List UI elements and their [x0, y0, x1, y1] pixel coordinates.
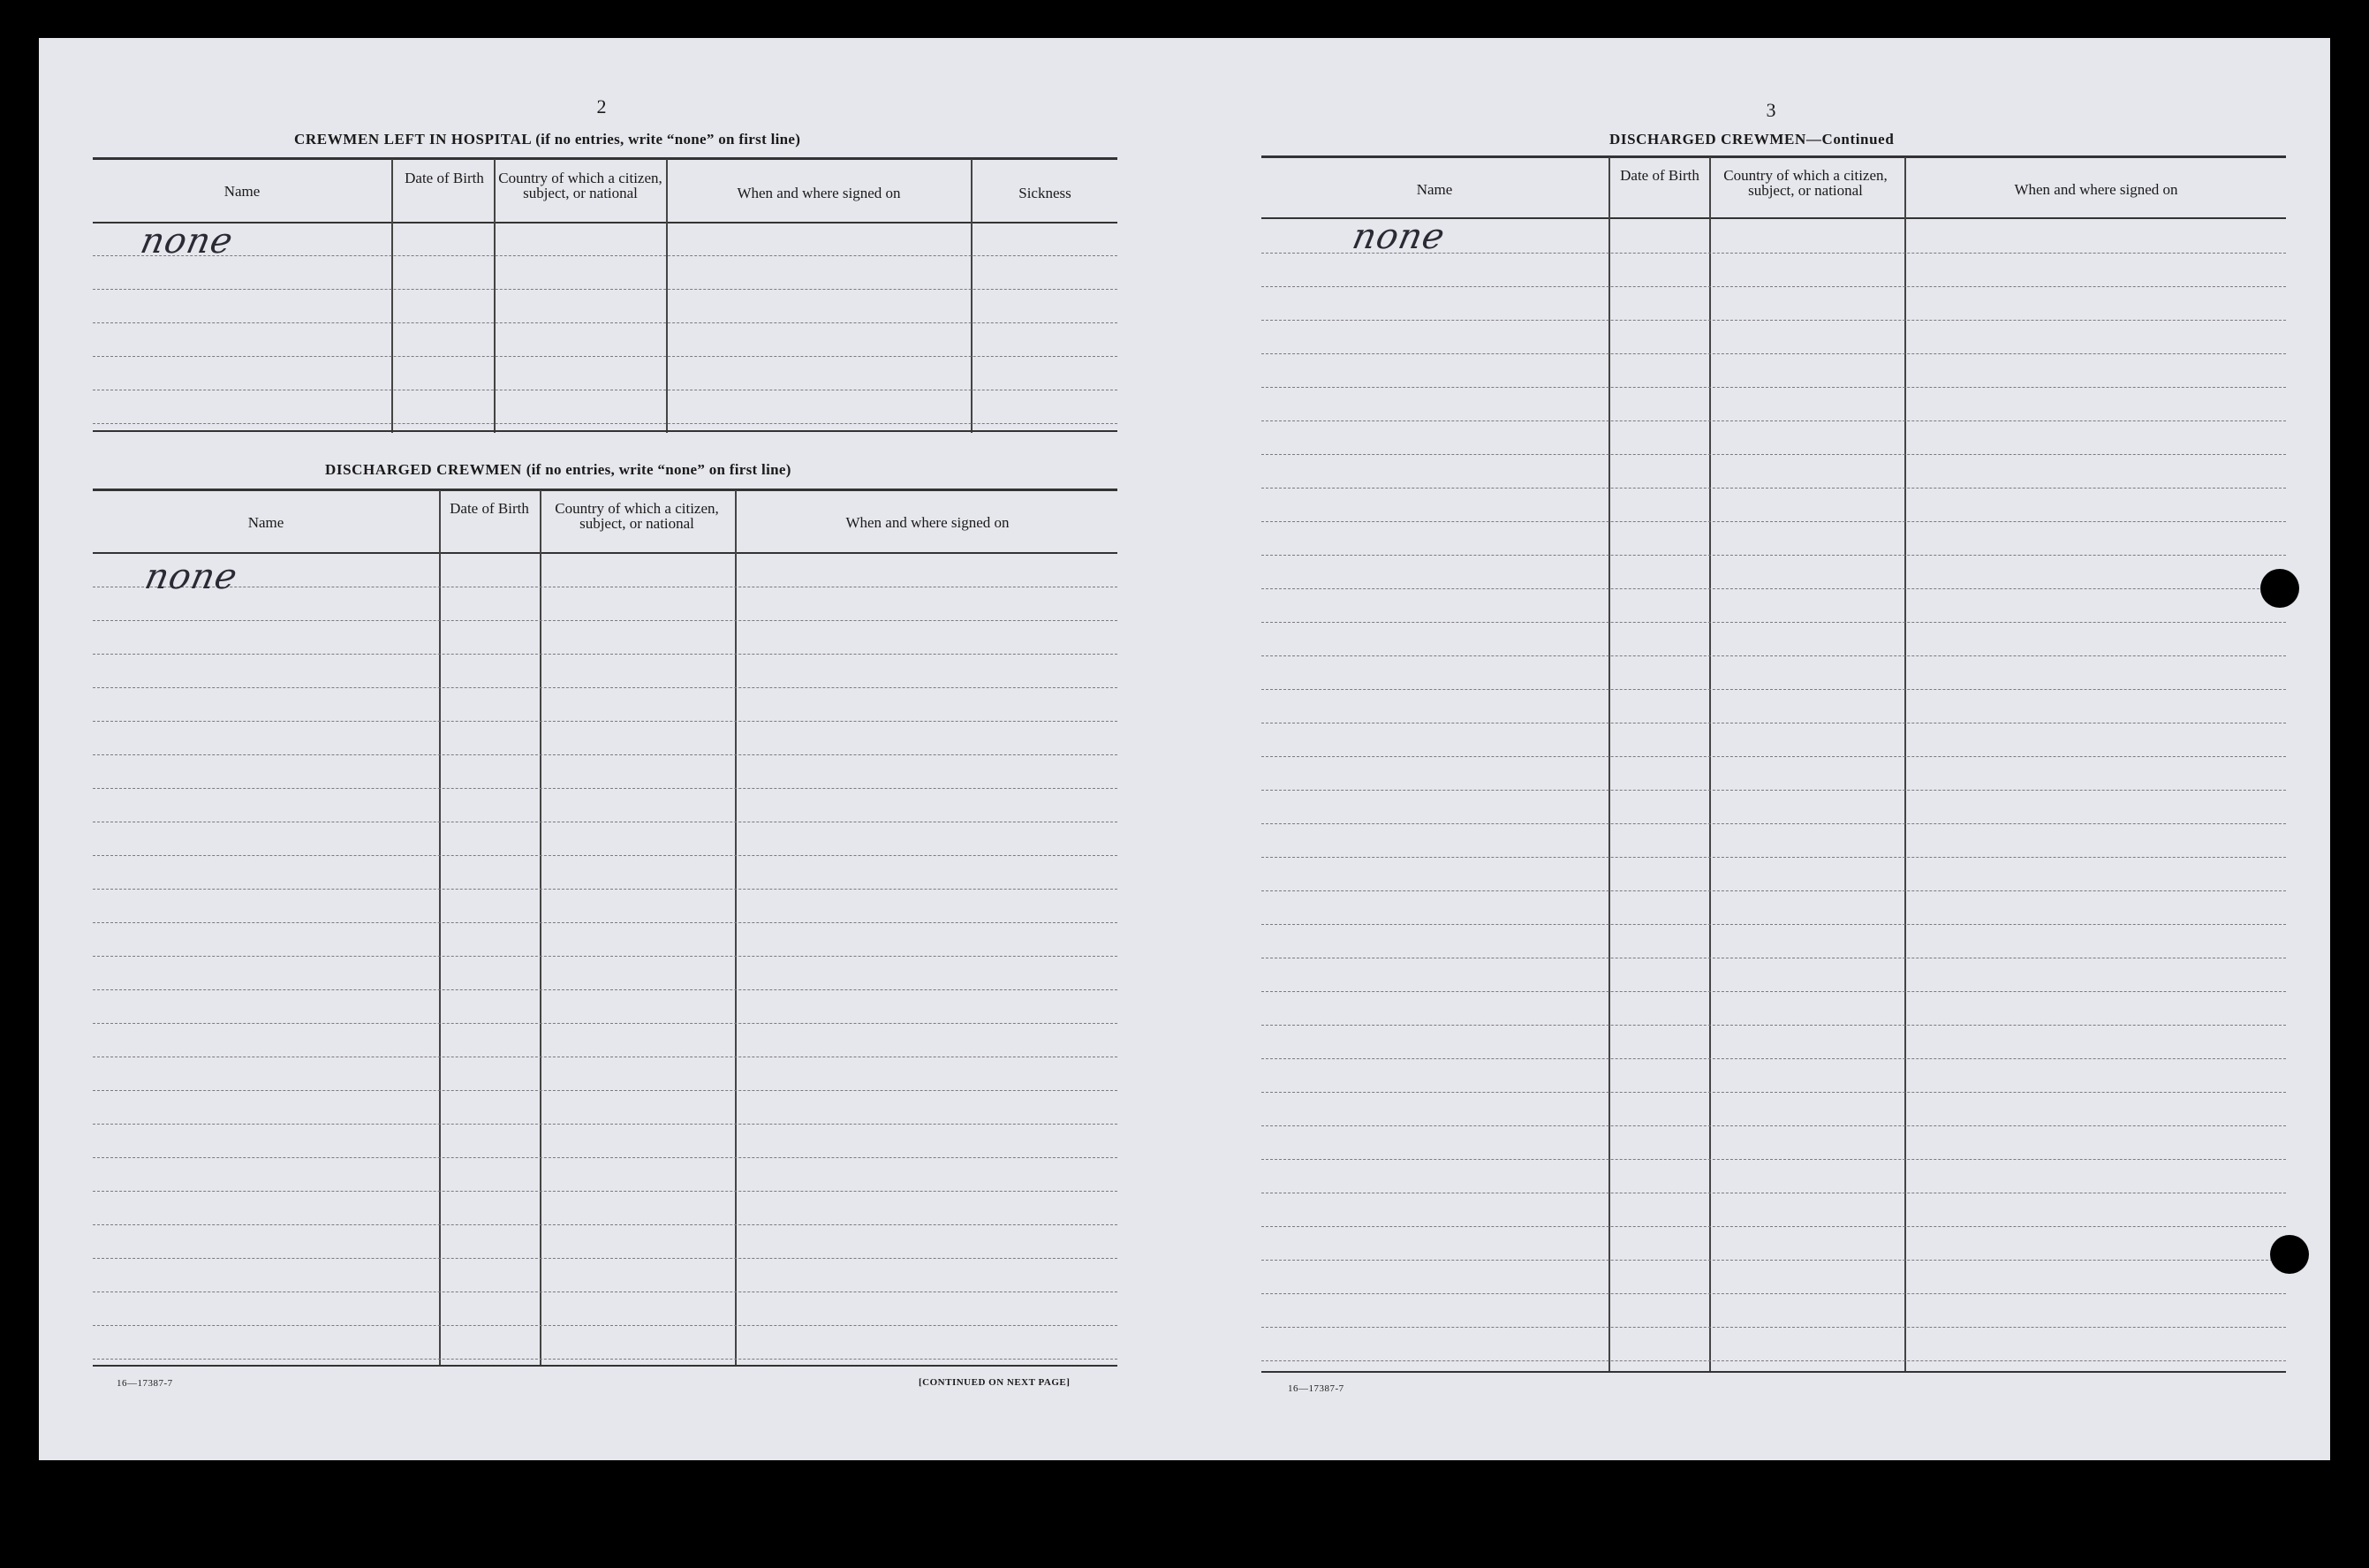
discharged-bottom-rule	[93, 1365, 1117, 1367]
entry-rule	[93, 922, 1117, 923]
right-top-rule	[1261, 155, 2286, 158]
hospital-vline	[494, 159, 496, 433]
entry-rule	[1261, 1226, 2286, 1227]
entry-rule	[1261, 286, 2286, 287]
entry-rule	[1261, 1260, 2286, 1261]
entry-rule	[93, 289, 1117, 290]
entry-rule	[1261, 454, 2286, 455]
right-vline	[1709, 157, 1711, 1372]
entry-rule	[93, 889, 1117, 890]
document-sheet	[39, 38, 2330, 1460]
hospital-vline	[391, 159, 393, 433]
discharged-heading-title: DISCHARGED CREWMEN	[325, 461, 522, 478]
entry-rule	[93, 423, 1117, 424]
entry-rule	[1261, 924, 2286, 925]
discharged-heading	[325, 461, 791, 479]
entry-rule	[93, 322, 1117, 323]
discharged-header-rule	[93, 552, 1117, 554]
entry-rule	[1261, 353, 2286, 354]
entry-rule	[1261, 1360, 2286, 1361]
entry-rule	[93, 1359, 1117, 1360]
left-form-number: 16—17387-7	[117, 1378, 173, 1389]
continued-note: [CONTINUED ON NEXT PAGE]	[919, 1377, 1071, 1388]
right-col-signed-on: When and where signed on	[2014, 181, 2178, 198]
right-handwritten-entry: none	[1349, 216, 1449, 257]
punch-hole	[2260, 569, 2299, 608]
hospital-handwritten-entry: none	[137, 221, 238, 261]
discharged-top-rule	[93, 489, 1117, 491]
entry-rule	[1261, 1327, 2286, 1328]
discharged-col-name: Name	[247, 514, 284, 531]
entry-rule	[93, 1325, 1117, 1326]
entry-rule	[1261, 521, 2286, 522]
entry-rule	[1261, 320, 2286, 321]
entry-rule	[93, 788, 1117, 789]
hospital-col-signed-on: When and where signed on	[737, 185, 901, 201]
hospital-vline	[666, 159, 668, 433]
right-col-country: Country of which a citizen, subject, or national	[1723, 167, 1888, 199]
entry-rule	[1261, 420, 2286, 421]
entry-rule	[93, 989, 1117, 990]
entry-rule	[1261, 1293, 2286, 1294]
entry-rule	[93, 1258, 1117, 1259]
entry-rule	[93, 1157, 1117, 1158]
right-heading: DISCHARGED CREWMEN—Continued	[1609, 131, 1895, 148]
right-form-number: 16—17387-7	[1288, 1383, 1344, 1394]
right-vline	[1904, 157, 1906, 1372]
hospital-header-rule	[93, 222, 1117, 223]
entry-rule	[93, 255, 1117, 256]
entry-rule	[93, 620, 1117, 621]
hospital-vline	[971, 159, 973, 433]
entry-rule	[1261, 387, 2286, 388]
entry-rule	[93, 1224, 1117, 1225]
discharged-vline	[540, 490, 541, 1367]
right-col-dob: Date of Birth	[1620, 167, 1699, 184]
right-page-number: 3	[1766, 99, 1776, 121]
right-vline	[1608, 157, 1610, 1372]
discharged-heading-note: (if no entries, write “none” on first line)	[526, 461, 791, 478]
entry-rule	[93, 721, 1117, 722]
entry-rule	[1261, 689, 2286, 690]
entry-rule	[93, 1090, 1117, 1091]
entry-rule	[1261, 790, 2286, 791]
punch-hole	[2270, 1235, 2309, 1274]
discharged-handwritten-entry: none	[141, 557, 242, 597]
entry-rule	[1261, 588, 2286, 589]
entry-rule	[1261, 1125, 2286, 1126]
hospital-heading-note: (if no entries, write “none” on first line)	[535, 131, 801, 148]
hospital-heading	[294, 131, 800, 148]
hospital-heading-title: CREWMEN LEFT IN HOSPITAL	[294, 131, 532, 148]
entry-rule	[93, 654, 1117, 655]
entry-rule	[1261, 555, 2286, 556]
discharged-vline	[439, 490, 441, 1367]
hospital-col-name: Name	[223, 183, 261, 200]
entry-rule	[1261, 1025, 2286, 1026]
left-page-number: 2	[596, 95, 607, 117]
entry-rule	[93, 687, 1117, 688]
discharged-col-country: Country of which a citizen, subject, or national	[555, 500, 719, 532]
entry-rule	[93, 1023, 1117, 1024]
entry-rule	[93, 956, 1117, 957]
entry-rule	[93, 1124, 1117, 1125]
entry-rule	[1261, 991, 2286, 992]
entry-rule	[1261, 890, 2286, 891]
entry-rule	[93, 855, 1117, 856]
entry-rule	[1261, 756, 2286, 757]
entry-rule	[93, 1191, 1117, 1192]
hospital-col-dob: Date of Birth	[405, 170, 484, 186]
discharged-vline	[735, 490, 737, 1367]
entry-rule	[93, 356, 1117, 357]
hospital-bottom-rule	[93, 430, 1117, 432]
right-bottom-rule	[1261, 1371, 2286, 1373]
discharged-col-dob: Date of Birth	[450, 500, 529, 517]
entry-rule	[1261, 655, 2286, 656]
hospital-col-sickness: Sickness	[1018, 185, 1071, 201]
hospital-col-country: Country of which a citizen, subject, or national	[498, 170, 662, 201]
entry-rule	[1261, 488, 2286, 489]
hospital-top-rule	[93, 157, 1117, 160]
entry-rule	[1261, 857, 2286, 858]
discharged-col-signed-on: When and where signed on	[845, 514, 1010, 531]
entry-rule	[1261, 1092, 2286, 1093]
entry-rule	[1261, 1058, 2286, 1059]
entry-rule	[1261, 823, 2286, 824]
entry-rule	[1261, 622, 2286, 623]
entry-rule	[93, 754, 1117, 755]
right-col-name: Name	[1416, 181, 1453, 198]
entry-rule	[1261, 1159, 2286, 1160]
